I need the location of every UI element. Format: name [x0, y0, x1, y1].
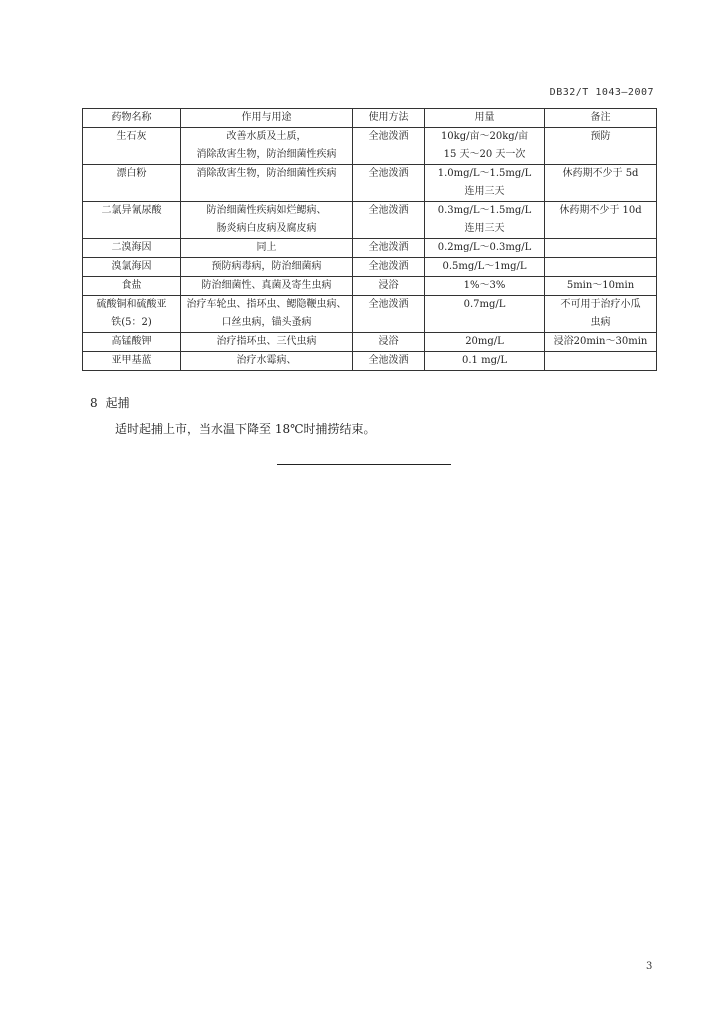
cell-line: 0.3mg/L～1.5mg/L: [437, 205, 532, 216]
page-number: 3: [646, 961, 653, 972]
cell-line: 浸浴20min～30min: [553, 336, 648, 347]
cell-line: 0.5mg/L～1mg/L: [442, 261, 527, 272]
method-cell: [353, 165, 425, 202]
method-cell: [353, 258, 425, 277]
section-body-text: 适时起捕上市，当水温下降至 18℃时捕捞结束。: [115, 422, 376, 436]
cell-line: 20mg/L: [465, 336, 504, 347]
cell-line: 10kg/亩～20kg/亩: [440, 131, 529, 142]
table-header-row: [83, 109, 657, 128]
cell-line: 溴氯海因: [111, 261, 152, 272]
method-cell: [353, 296, 425, 333]
note-cell: [545, 258, 657, 277]
drug-name-cell: [83, 165, 181, 202]
method-cell: [353, 239, 425, 258]
cell-line: 1.0mg/L～1.5mg/L: [437, 168, 532, 179]
drug-table: [82, 108, 657, 371]
cell-line: 0.2mg/L～0.3mg/L: [437, 242, 532, 253]
cell-line: 虫病: [590, 317, 611, 328]
cell-line: 全池泼洒: [368, 131, 409, 142]
cell-line: 0.1 mg/L: [462, 355, 507, 366]
dose-cell: [425, 296, 545, 333]
cell-line: 治疗水霉病、: [236, 355, 297, 366]
note-cell: [545, 128, 657, 165]
table-row: [83, 202, 657, 239]
cell-line: 预防: [590, 131, 611, 142]
dose-cell: [425, 277, 545, 296]
drug-name-cell: [83, 333, 181, 352]
drug-name-cell: [83, 258, 181, 277]
drug-name-cell: [83, 277, 181, 296]
table-row: [83, 333, 657, 352]
cell-line: 二氯异氰尿酸: [101, 205, 162, 216]
column-header-method: 使用方法: [353, 109, 425, 128]
use-cell: [181, 258, 353, 277]
cell-line: 连用三天: [464, 223, 505, 234]
use-cell: [181, 333, 353, 352]
dose-cell: [425, 165, 545, 202]
note-cell: [545, 333, 657, 352]
note-cell: [545, 296, 657, 333]
note-cell: [545, 165, 657, 202]
cell-line: 治疗指环虫、三代虫病: [216, 336, 317, 347]
dose-cell: [425, 239, 545, 258]
use-cell: [181, 128, 353, 165]
column-header-dose: 用量: [425, 109, 545, 128]
method-cell: [353, 202, 425, 239]
table-row: [83, 296, 657, 333]
cell-line: 口丝虫病，锚头蚤病: [221, 317, 312, 328]
end-of-standard-rule: [277, 464, 451, 465]
table-row: [83, 258, 657, 277]
use-cell: [181, 165, 353, 202]
dose-cell: [425, 333, 545, 352]
table-row: [83, 277, 657, 296]
cell-line: 预防病毒病，防治细菌病: [211, 261, 322, 272]
use-cell: [181, 202, 353, 239]
section-number: 8: [90, 396, 98, 410]
cell-line: 0.7mg/L: [463, 299, 506, 310]
note-cell: [545, 277, 657, 296]
table-row: [83, 165, 657, 202]
cell-line: 二溴海因: [111, 242, 152, 253]
drug-name-cell: [83, 202, 181, 239]
cell-line: 15 天～20 天一次: [443, 149, 526, 160]
cell-line: 浸浴: [378, 336, 399, 347]
cell-line: 休药期不少于 10d: [559, 205, 642, 216]
cell-line: 改善水质及土质，: [226, 131, 307, 142]
use-cell: [181, 277, 353, 296]
cell-line: 5min～10min: [566, 280, 635, 291]
cell-line: 消除敌害生物，防治细菌性疾病: [196, 149, 337, 160]
cell-line: 全池泼洒: [368, 242, 409, 253]
cell-line: 硫酸铜和硫酸亚: [96, 299, 167, 310]
drug-name-cell: [83, 128, 181, 165]
section-title: 起捕: [105, 396, 130, 410]
note-cell: [545, 202, 657, 239]
cell-line: 高锰酸钾: [111, 336, 152, 347]
cell-line: 全池泼洒: [368, 168, 409, 179]
cell-line: 全池泼洒: [368, 299, 409, 310]
dose-cell: [425, 128, 545, 165]
table-row: [83, 352, 657, 371]
cell-line: 全池泼洒: [368, 355, 409, 366]
method-cell: [353, 277, 425, 296]
cell-line: 休药期不少于 5d: [562, 168, 639, 179]
dose-cell: [425, 352, 545, 371]
use-cell: [181, 352, 353, 371]
cell-line: 全池泼洒: [368, 261, 409, 272]
method-cell: [353, 128, 425, 165]
cell-line: 铁(5：2): [111, 317, 152, 328]
cell-line: 治疗车轮虫、指环虫、鳃隐鞭虫病、: [186, 299, 347, 310]
column-header-note: 备注: [545, 109, 657, 128]
drug-name-cell: [83, 296, 181, 333]
section-heading: [90, 394, 130, 411]
cell-line: 连用三天: [464, 186, 505, 197]
drug-name-cell: [83, 352, 181, 371]
use-cell: [181, 296, 353, 333]
cell-line: 消除敌害生物，防治细菌性疾病: [196, 168, 337, 179]
cell-line: 漂白粉: [116, 168, 147, 179]
method-cell: [353, 352, 425, 371]
use-cell: [181, 239, 353, 258]
cell-line: 肠炎病白皮病及腐皮病: [216, 223, 317, 234]
column-header-use: 作用与用途: [181, 109, 353, 128]
method-cell: [353, 333, 425, 352]
column-header-drug-name: 药物名称: [83, 109, 181, 128]
cell-line: 不可用于治疗小瓜: [560, 299, 641, 310]
cell-line: 1%～3%: [463, 280, 506, 291]
note-cell: [545, 352, 657, 371]
cell-line: 食盐: [121, 280, 142, 291]
dose-cell: [425, 258, 545, 277]
cell-line: 生石灰: [116, 131, 147, 142]
cell-line: 亚甲基蓝: [111, 355, 152, 366]
dose-cell: [425, 202, 545, 239]
cell-line: 同上: [256, 242, 277, 253]
standard-code: DB32/T 1043—2007: [549, 87, 654, 98]
note-cell: [545, 239, 657, 258]
cell-line: 防治细菌性、真菌及寄生虫病: [201, 280, 332, 291]
drug-name-cell: [83, 239, 181, 258]
cell-line: 防治细菌性疾病如烂鳃病、: [206, 205, 327, 216]
cell-line: 全池泼洒: [368, 205, 409, 216]
table-row: [83, 128, 657, 165]
table-row: [83, 239, 657, 258]
cell-line: 浸浴: [378, 280, 399, 291]
